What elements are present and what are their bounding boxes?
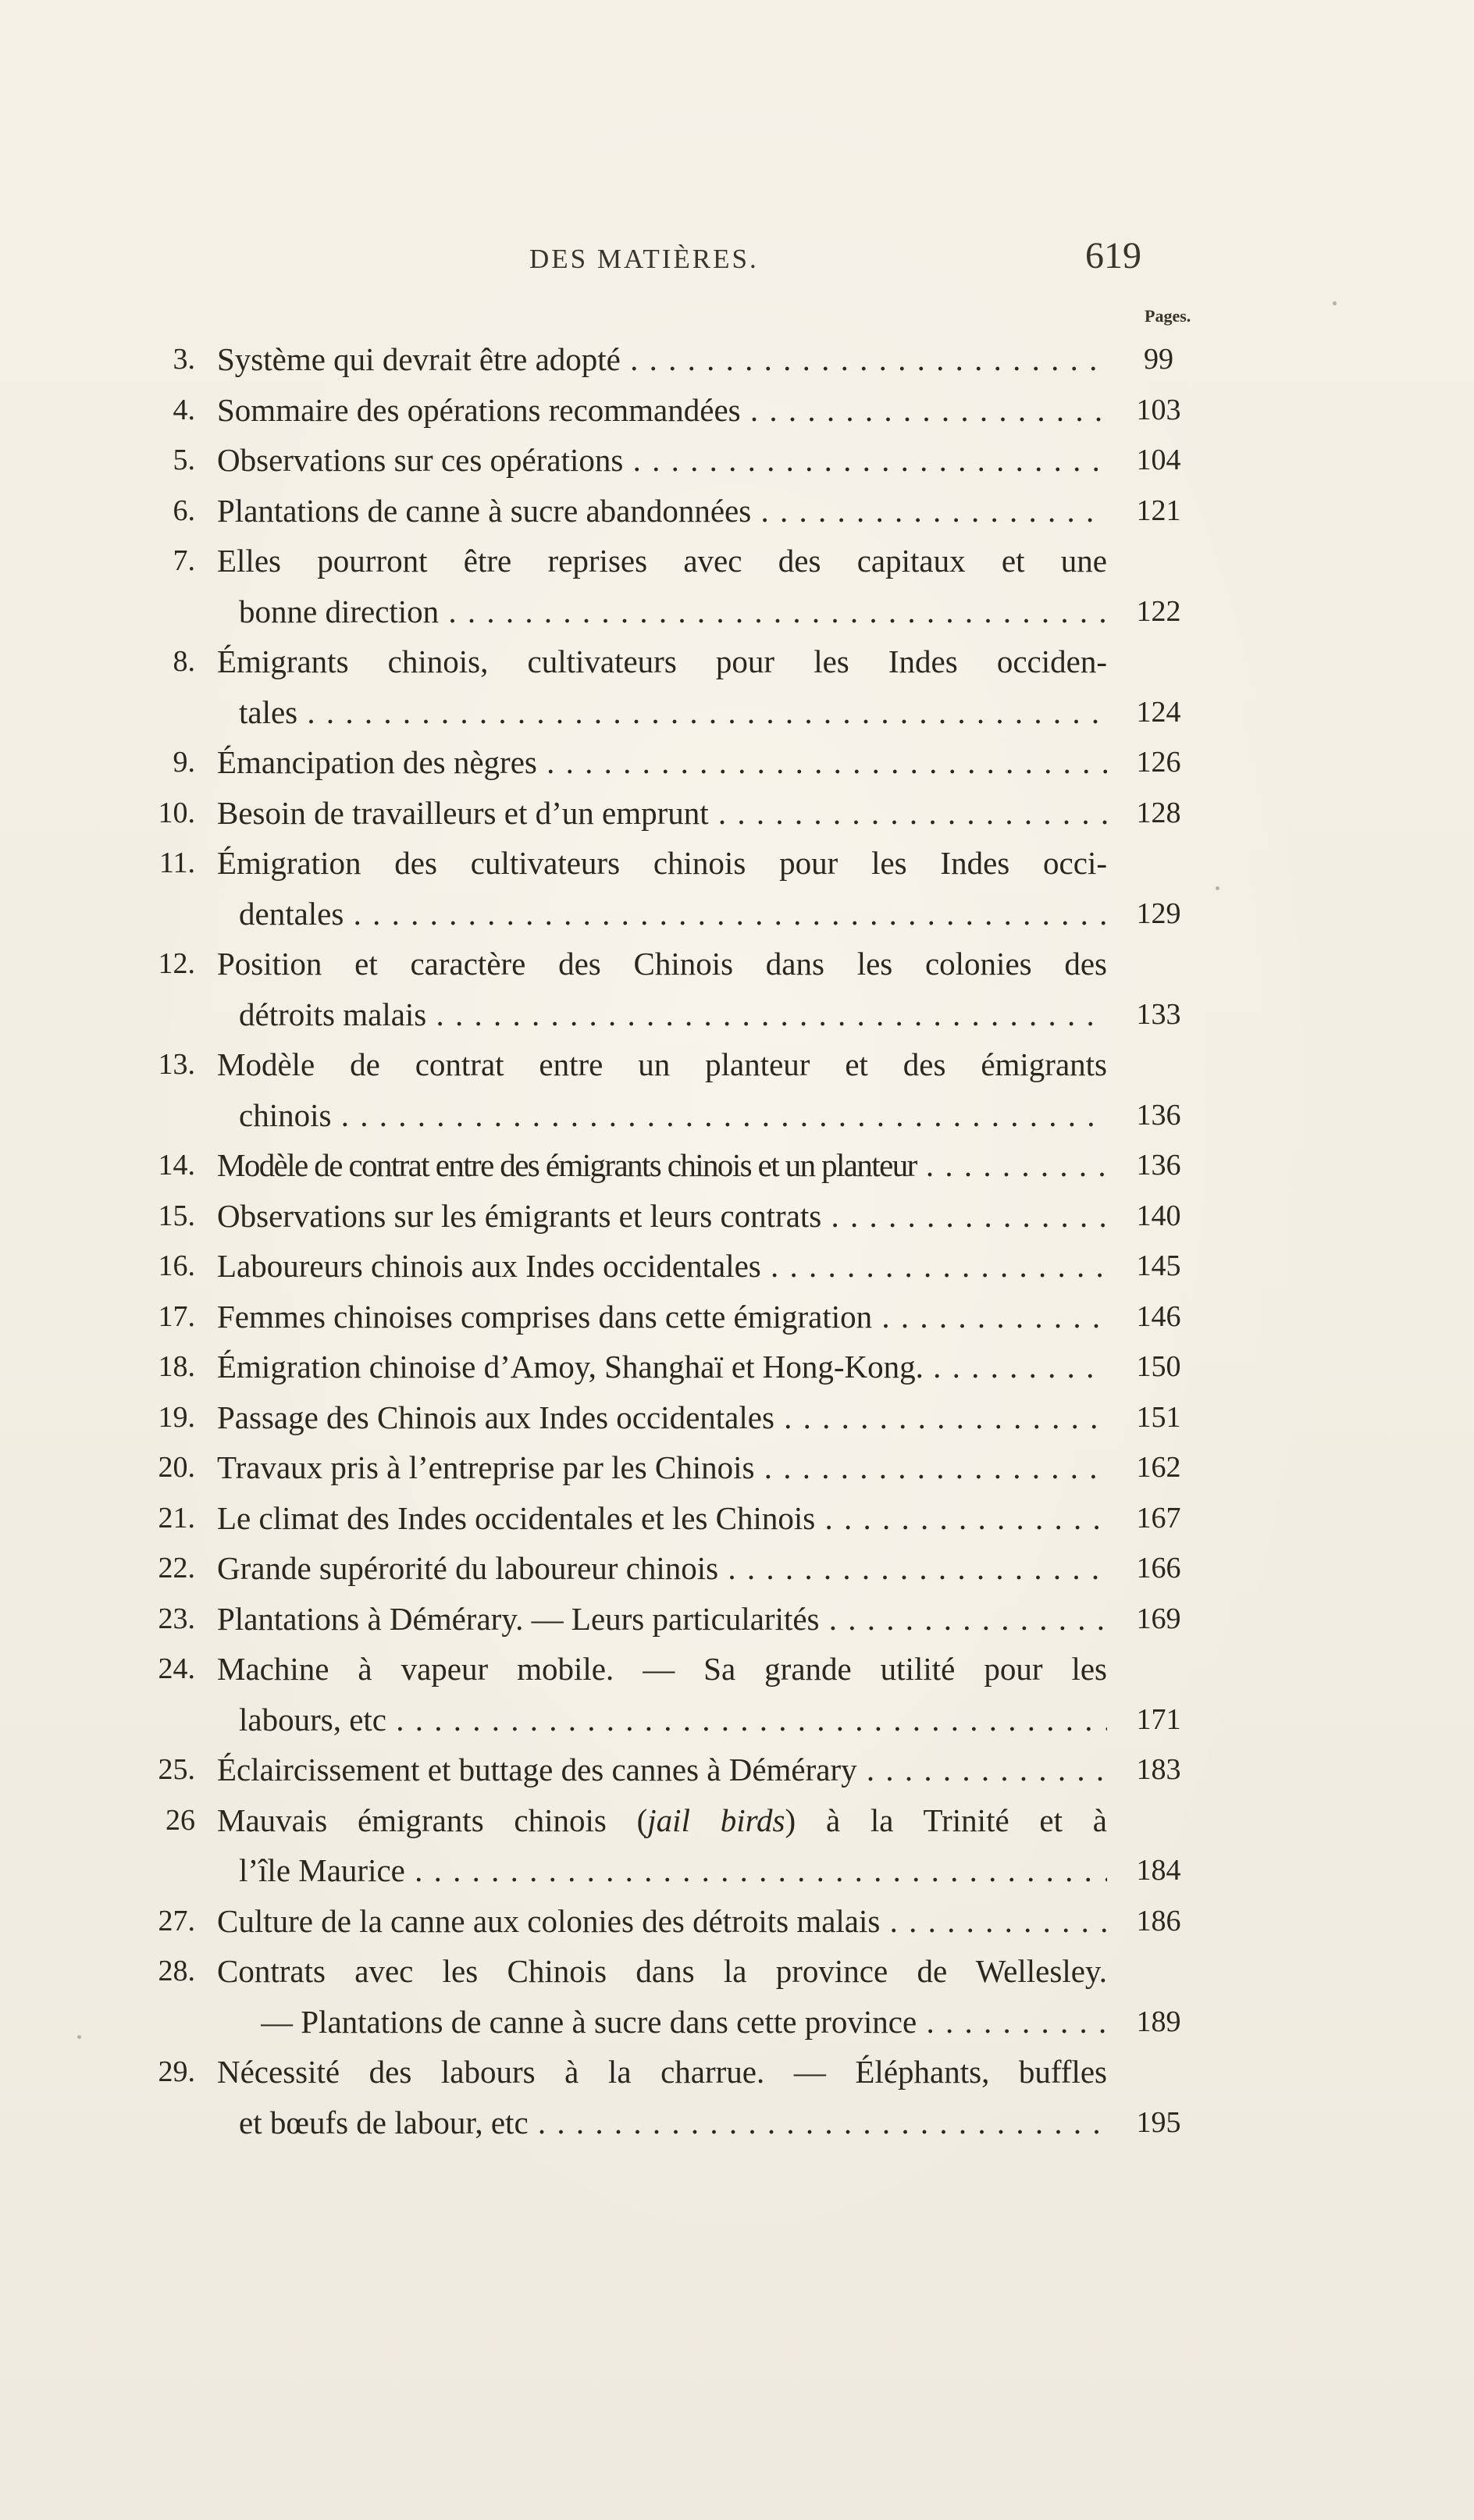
- entry-number: 9.: [173, 746, 195, 779]
- entry-page-number: 151: [1136, 1400, 1181, 1434]
- entry-page-number: 167: [1136, 1501, 1181, 1534]
- entry-title-last-line: [217, 1292, 1107, 1342]
- entry-page-number: 124: [1136, 695, 1181, 729]
- entry-page-number: 103: [1136, 393, 1181, 426]
- toc-entry: [0, 1745, 1474, 1795]
- toc-line: [0, 1896, 1474, 1947]
- entry-title-text: Travaux pris à l’entreprise par les Chinois: [217, 1449, 755, 1485]
- toc-line: [0, 1442, 1474, 1493]
- toc-line: [0, 838, 1474, 889]
- entry-page-number: 136: [1136, 1098, 1181, 1132]
- entry-title-line: [217, 1946, 1107, 1997]
- entry-page-number: 186: [1136, 1904, 1181, 1937]
- toc-line: [0, 1292, 1474, 1342]
- entry-title-last-line: [239, 2098, 1107, 2148]
- toc-line: [0, 889, 1474, 939]
- toc-entry: [0, 385, 1474, 436]
- toc-line: [0, 788, 1474, 839]
- entry-number: 11.: [158, 847, 195, 879]
- toc-entry: [0, 1140, 1474, 1191]
- entry-title-text: — Plantations de canne à sucre dans cette province: [261, 2003, 917, 2040]
- entry-title-text: Grande supérorité du laboureur chinois: [217, 1550, 719, 1586]
- toc-line: [0, 1795, 1474, 1846]
- toc-entry: [0, 1946, 1474, 2047]
- toc-entry: [0, 1795, 1474, 1896]
- entry-title-text: l’île Maurice: [239, 1852, 405, 1888]
- entry-title-text: Modèle de contrat entre un planteur et des émigrants: [217, 1046, 1107, 1082]
- entry-page-number: 104: [1136, 444, 1181, 476]
- entry-title-last-line: [217, 385, 1107, 436]
- entry-title-text: Système qui devrait être adopté: [217, 341, 621, 377]
- toc-entry: [0, 1292, 1474, 1342]
- toc-entry: [0, 486, 1474, 536]
- entry-title-last-line: [217, 1594, 1107, 1645]
- entry-title-text: Contrats avec les Chinois dans la province de Wellesley.: [217, 1953, 1107, 1989]
- entry-title-text: Machine à vapeur mobile. — Sa grande utilité pour les: [217, 1651, 1107, 1687]
- entry-title-text: Éclaircissement et buttage des cannes à Démérary: [217, 1752, 857, 1788]
- toc-line: [0, 1241, 1474, 1292]
- entry-title-text: Femmes chinoises comprises dans cette émigration: [217, 1298, 873, 1335]
- entry-title-last-line: [239, 889, 1107, 939]
- toc-entry: [0, 838, 1474, 939]
- entry-page-number: 184: [1136, 1854, 1181, 1887]
- entry-number: 22.: [158, 1552, 195, 1584]
- entry-number: 26: [166, 1803, 195, 1837]
- pages-column-label: Pages.: [1145, 306, 1191, 326]
- entry-number: 10.: [158, 796, 195, 829]
- entry-page-number: 169: [1136, 1602, 1181, 1635]
- entry-title-last-line: [217, 1140, 1107, 1191]
- entry-title-line: [217, 2047, 1107, 2098]
- entry-number: 17.: [158, 1299, 195, 1333]
- entry-number: 16.: [158, 1249, 195, 1282]
- entry-title-text: Nécessité des labours à la charrue. — Éléphants, buffles: [217, 2054, 1107, 2090]
- toc-line: [0, 1543, 1474, 1594]
- toc-line: [0, 536, 1474, 586]
- toc-line: [0, 1997, 1474, 2048]
- entry-title-text: Plantations de canne à sucre abandonnées: [217, 492, 752, 529]
- entry-page-number: 133: [1136, 997, 1181, 1031]
- entry-title-text: Passage des Chinois aux Indes occidentales: [217, 1399, 774, 1435]
- entry-title-line: [217, 1039, 1107, 1090]
- entry-page-number: 121: [1136, 494, 1181, 527]
- entry-title-last-line: [239, 1845, 1107, 1896]
- entry-number: 27.: [158, 1904, 195, 1937]
- toc-line: [0, 1140, 1474, 1191]
- entry-title-text: Sommaire des opérations recommandées: [217, 391, 741, 428]
- toc-line: [0, 1594, 1474, 1645]
- entry-title-last-line: [217, 1745, 1107, 1795]
- entry-title-line: [217, 838, 1107, 889]
- toc-line: [0, 1191, 1474, 1242]
- entry-title-text: Le climat des Indes occidentales et les Chinois: [217, 1499, 816, 1536]
- entry-page-number: 140: [1136, 1199, 1181, 1232]
- entry-page-number: 189: [1136, 2005, 1181, 2038]
- toc-entry: [0, 435, 1474, 486]
- toc-entry: [0, 1039, 1474, 1140]
- entry-number: 8.: [173, 645, 195, 678]
- toc-line: [0, 636, 1474, 687]
- entry-number: 7.: [173, 544, 195, 577]
- entry-number: 13.: [158, 1048, 195, 1081]
- paper-speck: [1333, 301, 1337, 305]
- entry-title-text: chinois: [239, 1096, 332, 1133]
- entry-title-text: Culture de la canne aux colonies des détroits malais: [217, 1902, 881, 1939]
- entry-page-number: 122: [1136, 594, 1181, 628]
- toc-line: [0, 385, 1474, 436]
- entry-title-last-line: [217, 435, 1107, 486]
- toc-line: [0, 1745, 1474, 1795]
- toc-line: [0, 1342, 1474, 1392]
- entry-title-last-line: [217, 1493, 1107, 1544]
- entry-title-text: et bœufs de labour, etc: [239, 2104, 529, 2140]
- entry-number: 12.: [158, 947, 195, 980]
- entry-title-last-line: [261, 1997, 1107, 2048]
- entry-title-text: Émancipation des nègres: [217, 744, 537, 780]
- entry-number: 19.: [158, 1400, 195, 1434]
- entry-title-text: bonne direction: [239, 593, 440, 629]
- entry-page-number: 150: [1136, 1350, 1181, 1383]
- entry-title-last-line: [239, 586, 1107, 637]
- entry-title-line: [217, 536, 1107, 586]
- entry-number: 4.: [173, 393, 195, 426]
- entry-title-last-line: [239, 989, 1107, 1040]
- entry-title-text: Mauvais émigrants chinois (jail birds) à la Trinité et à: [217, 1802, 1107, 1838]
- entry-title-last-line: [217, 1191, 1107, 1242]
- entry-title-text: Observations sur les émigrants et leurs contrats: [217, 1197, 822, 1234]
- entry-title-last-line: [217, 1442, 1107, 1493]
- entry-title-text: détroits malais: [239, 996, 427, 1032]
- toc-line: [0, 586, 1474, 637]
- entry-number: 3.: [173, 343, 195, 376]
- entry-number: 6.: [173, 494, 195, 527]
- table-of-contents: [0, 334, 1474, 2148]
- entry-title-text: Elles pourront être reprises avec des capitaux et une: [217, 543, 1107, 579]
- page-header: [0, 234, 1474, 297]
- entry-title-text: labours, etc: [239, 1701, 386, 1738]
- toc-line: [0, 1090, 1474, 1141]
- toc-entry: [0, 1241, 1474, 1292]
- entry-title-text: Laboureurs chinois aux Indes occidentales: [217, 1248, 761, 1284]
- entry-title-text: Observations sur ces opérations: [217, 442, 624, 478]
- toc-entry: [0, 1896, 1474, 1947]
- entry-number: 25.: [158, 1753, 195, 1786]
- entry-title-last-line: [217, 1392, 1107, 1443]
- entry-title-last-line: [217, 1241, 1107, 1292]
- toc-entry: [0, 1493, 1474, 1544]
- toc-entry: [0, 536, 1474, 636]
- toc-entry: [0, 1594, 1474, 1645]
- entry-title-text: Émigration chinoise d’Amoy, Shanghaï et Hong-Kong.: [217, 1349, 924, 1385]
- entry-page-number: 195: [1136, 2105, 1181, 2139]
- entry-title-last-line: [239, 1695, 1107, 1745]
- entry-number: 20.: [158, 1451, 195, 1484]
- entry-number: 29.: [158, 2055, 195, 2088]
- entry-title-last-line: [217, 1543, 1107, 1594]
- entry-title-text: Besoin de travailleurs et d’un emprunt: [217, 794, 709, 831]
- toc-line: [0, 1039, 1474, 1090]
- running-title: DES MATIÈRES.: [529, 244, 759, 274]
- entry-page-number: 145: [1136, 1249, 1181, 1282]
- toc-entry: [0, 1342, 1474, 1392]
- toc-line: [0, 334, 1474, 385]
- toc-entry: [0, 2047, 1474, 2148]
- paper-speck: [1216, 886, 1219, 890]
- entry-number: 28.: [158, 1955, 195, 1987]
- entry-title-last-line: [217, 1342, 1107, 1392]
- toc-line: [0, 939, 1474, 989]
- entry-number: 15.: [158, 1199, 195, 1232]
- entry-number: 18.: [158, 1350, 195, 1383]
- entry-title-line: [217, 1795, 1107, 1846]
- entry-number: 14.: [158, 1149, 195, 1182]
- entry-page-number: 99: [1144, 343, 1173, 376]
- entry-title-last-line: [239, 687, 1107, 738]
- entry-title-text: Plantations à Démérary. — Leurs particularités: [217, 1600, 820, 1637]
- entry-title-text: Émigration des cultivateurs chinois pour les Indes occi-: [217, 845, 1107, 881]
- toc-line: [0, 486, 1474, 536]
- toc-line: [0, 989, 1474, 1040]
- toc-entry: [0, 737, 1474, 788]
- entry-title-last-line: [217, 334, 1107, 385]
- entry-title-text: dentales: [239, 895, 344, 932]
- paper-speck: [77, 2035, 81, 2039]
- page-number: 619: [1085, 235, 1141, 276]
- entry-page-number: 162: [1136, 1451, 1181, 1484]
- entry-page-number: 136: [1136, 1149, 1181, 1182]
- entry-page-number: 166: [1136, 1552, 1181, 1584]
- entry-title-text: Modèle de contrat entre des émigrants chinois et un planteur: [217, 1147, 917, 1183]
- toc-entry: [0, 1392, 1474, 1443]
- entry-page-number: 146: [1136, 1299, 1181, 1333]
- entry-title-line: [217, 1644, 1107, 1695]
- toc-line: [0, 435, 1474, 486]
- entry-title-text: tales: [239, 693, 298, 730]
- toc-line: [0, 2098, 1474, 2148]
- toc-line: [0, 1644, 1474, 1695]
- entry-number: 21.: [158, 1501, 195, 1534]
- entry-title-line: [217, 939, 1107, 989]
- toc-entry: [0, 636, 1474, 737]
- entry-title-last-line: [217, 1896, 1107, 1947]
- entry-title-text: Émigrants chinois, cultivateurs pour les Indes occiden-: [217, 643, 1107, 679]
- toc-line: [0, 687, 1474, 738]
- entry-page-number: 183: [1136, 1753, 1181, 1786]
- entry-page-number: 129: [1136, 896, 1181, 930]
- entry-page-number: 171: [1136, 1702, 1181, 1736]
- toc-line: [0, 1695, 1474, 1745]
- toc-entry: [0, 788, 1474, 839]
- entry-number: 5.: [173, 444, 195, 476]
- entry-title-last-line: [217, 486, 1107, 536]
- toc-line: [0, 2047, 1474, 2098]
- toc-entry: [0, 1442, 1474, 1493]
- entry-page-number: 128: [1136, 796, 1181, 829]
- toc-entry: [0, 1543, 1474, 1594]
- entry-title-text: Position et caractère des Chinois dans les colonies des: [217, 946, 1107, 982]
- entry-page-number: 126: [1136, 746, 1181, 779]
- entry-number: 24.: [158, 1652, 195, 1685]
- toc-entry: [0, 334, 1474, 385]
- toc-entry: [0, 1191, 1474, 1242]
- toc-line: [0, 1845, 1474, 1896]
- toc-line: [0, 737, 1474, 788]
- entry-title-line: [217, 636, 1107, 687]
- toc-line: [0, 1493, 1474, 1544]
- toc-line: [0, 1946, 1474, 1997]
- entry-title-last-line: [217, 737, 1107, 788]
- toc-line: [0, 1392, 1474, 1443]
- toc-entry: [0, 1644, 1474, 1745]
- toc-entry: [0, 939, 1474, 1039]
- entry-title-last-line: [217, 788, 1107, 839]
- entry-title-last-line: [239, 1090, 1107, 1141]
- entry-number: 23.: [158, 1602, 195, 1635]
